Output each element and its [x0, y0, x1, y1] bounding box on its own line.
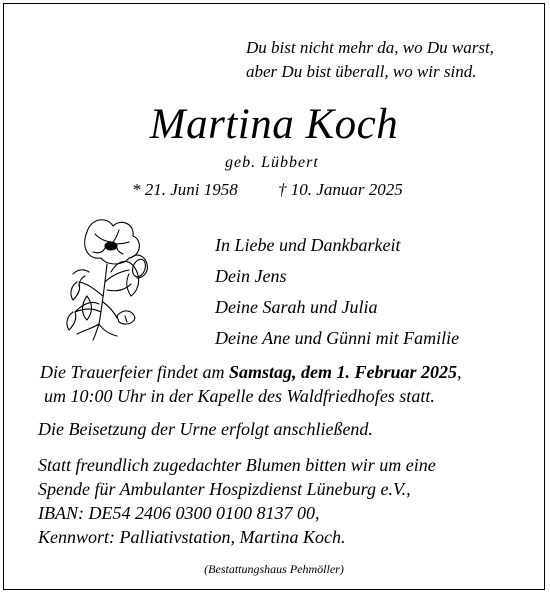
donation-line: Kennwort: Palliativstation, Martina Koch. — [38, 527, 346, 547]
donation-line: Statt freundlich zugedachter Blumen bitten wir um eine — [38, 455, 436, 475]
mourner-line: Deine Ane und Günni mit Familie — [215, 328, 460, 348]
life-dates — [132, 180, 403, 200]
motto-quote — [246, 36, 494, 84]
poppy-flower-icon — [59, 212, 169, 342]
motto-line-2: aber Du bist überall, wo wir sind. — [246, 62, 477, 81]
funeral-service-info — [40, 360, 462, 408]
birth-date: * 21. Juni 1958 — [132, 180, 238, 199]
ceremony-line-1 — [40, 360, 462, 384]
obituary-notice — [3, 3, 545, 590]
death-date: † 10. Januar 2025 — [278, 180, 403, 199]
mourner-line: Deine Sarah und Julia — [215, 297, 378, 317]
donation-request — [38, 453, 436, 549]
mourners-list — [215, 230, 459, 354]
motto-line-1: Du bist nicht mehr da, wo Du warst, — [246, 38, 494, 57]
urn-burial-info: Die Beisetzung der Urne erfolgt anschließend. — [38, 419, 373, 439]
ceremony-suffix: , — [457, 362, 462, 382]
ceremony-prefix: Die Trauerfeier findet am — [40, 362, 229, 382]
mourner-line: In Liebe und Dankbarkeit — [215, 235, 401, 255]
funeral-home-credit: (Bestattungshaus Pehmöller) — [204, 562, 344, 576]
ceremony-date: Samstag, dem 1. Februar 2025 — [228, 362, 458, 382]
donation-line: IBAN: DE54 2406 0300 0100 8137 00, — [38, 503, 320, 523]
birth-name: geb. Lübbert — [225, 154, 319, 171]
ceremony-line-2: um 10:00 Uhr in der Kapelle des Waldfriedhofes statt. — [44, 386, 435, 406]
mourner-line: Dein Jens — [215, 266, 287, 286]
deceased-name: Martina Koch — [149, 101, 399, 148]
donation-line: Spende für Ambulanter Hospizdienst Lüneburg e.V., — [38, 479, 411, 499]
